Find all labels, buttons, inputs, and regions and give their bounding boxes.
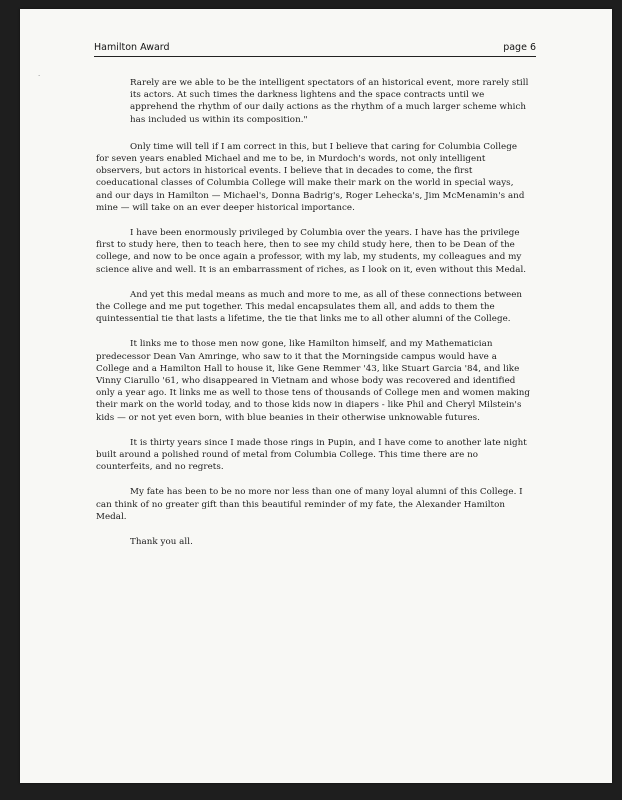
paragraph: It links me to those men now gone, like Hamilton himself, and my Mathematician predecessor Dean Van Amringe, who saw to it that the Morningside campus would have a College and a Hamilton Hall to house it, like Gene Remmer '43, like Stuart Garcia '84, and like Vinny Ciarullo '61, who disappeared in Vietnam and whose body was recovered and identified only a year ago. It links me as well to those tens of thousands of College men and women making their mark on the world today, and to those kids now in diapers - like Phil and Cheryl Milstein's kids — or not yet even born, with blue beanies in their otherwise unknowable futures. bbox=[96, 339, 531, 423]
header-title: Hamilton Award bbox=[94, 42, 170, 53]
paragraph: My fate has been to be no more nor less than one of many loyal alumni of this College. I can think of no greater gift than this beautiful reminder of my fate, the Alexander Hamilton Medal. bbox=[96, 487, 523, 522]
header-rule bbox=[94, 56, 536, 57]
speech-body bbox=[96, 77, 532, 561]
stray-mark: · bbox=[38, 72, 41, 80]
paragraph: And yet this medal means as much and more to me, as all of these connections between the College and me put together. This medal encapsulates them all, and adds to them the quintessential tie that lasts a lifetime, the tie that links me to all other alumni of the College. bbox=[96, 289, 523, 325]
page-number: page 6 bbox=[503, 42, 536, 53]
closing-line: Thank you all. bbox=[130, 537, 193, 548]
paragraph: Only time will tell if I am correct in this, but I believe that caring for Columbia College for seven years enabled Michael and me to be, in Murdoch's words, not only intelligent observers, but actors in historical events. I believe that in decades to come, the first coeducational classes of Columbia College will make their mark on the world in special ways, and our days in Hamilton — Michael's, Donna Badrig's, Roger Lehecka's, Jim McMenamin's and mine — will take on an ever deeper historical importance. bbox=[96, 141, 525, 213]
paragraph: I have been enormously privileged by Columbia over the years. I have has the privilege first to study here, then to teach here, then to see my child study here, then to be Dean of the college, and now to be once again a professor, with my lab, my students, my colleagues and my science alive and well. It is an embarrassment of riches, as I look on it, even without this Medal. bbox=[96, 228, 527, 275]
quote-paragraph: Rarely are we able to be the intelligent spectators of an historical event, more rarely still its actors. At such times the darkness lightens and the space contracts until we apprehend the rhythm of our daily actions as the rhythm of a much larger scheme which has included us within its composition." bbox=[130, 78, 529, 125]
paragraph: It is thirty years since I made those rings in Pupin, and I have come to another late night built around a polished round of metal from Columbia College. This time there are no counterfeits, and no regrets. bbox=[96, 437, 527, 473]
